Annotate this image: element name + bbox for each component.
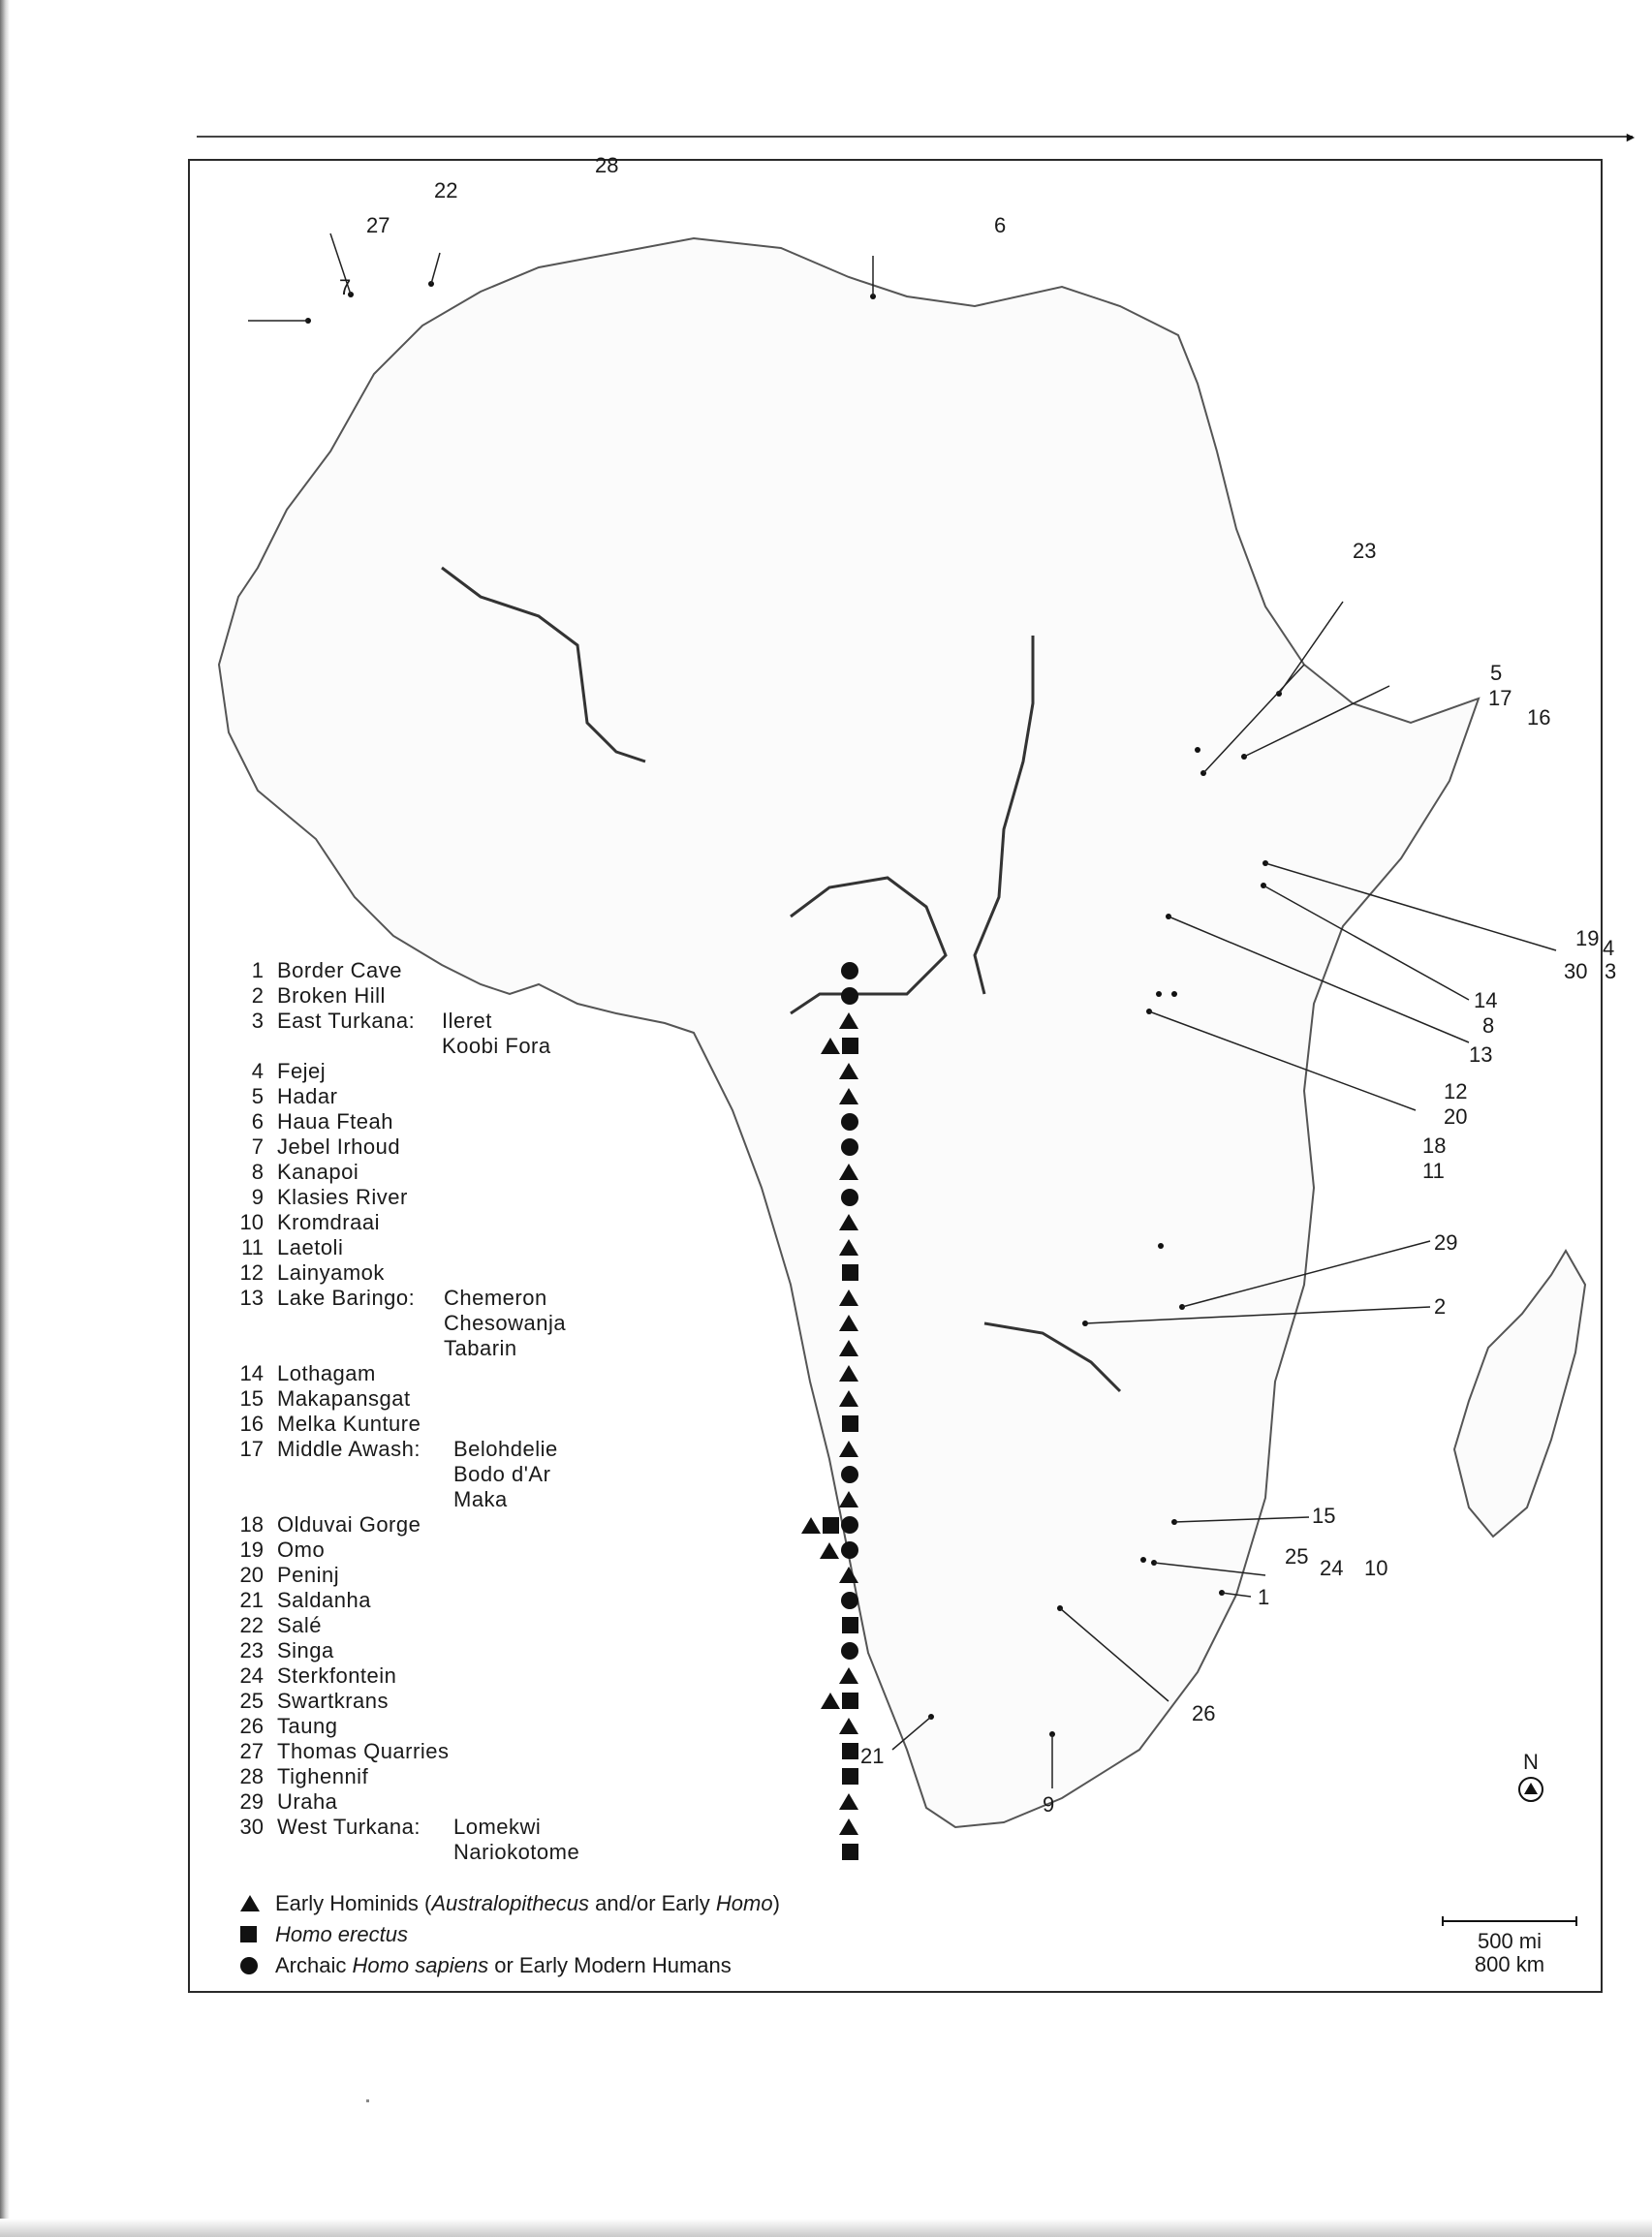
legend-row xyxy=(229,1134,858,1160)
legend-row xyxy=(229,1663,858,1689)
map-label-8: 8 xyxy=(1482,1013,1495,1038)
site-number: 6 xyxy=(251,1109,264,1134)
legend-row xyxy=(229,1185,858,1210)
map-label-17: 17 xyxy=(1488,686,1512,710)
site-number: 1 xyxy=(251,958,264,982)
site-symbols xyxy=(820,1541,858,1559)
site-symbols xyxy=(841,962,858,979)
map-label-2: 2 xyxy=(1434,1294,1447,1319)
map-figure xyxy=(188,153,1617,1993)
legend-row xyxy=(229,1235,858,1260)
scale-kilometers: 800 km xyxy=(1474,1952,1545,1976)
map-label-30: 30 xyxy=(1564,959,1588,983)
scale-bar xyxy=(1442,1916,1577,1976)
site-name: Uraha xyxy=(277,1789,338,1814)
site-symbols xyxy=(842,1844,858,1860)
triangle-icon xyxy=(839,1164,858,1180)
site-symbols xyxy=(841,1189,858,1206)
square-icon xyxy=(842,1743,858,1759)
map-label-15: 15 xyxy=(1312,1504,1336,1528)
site-symbols xyxy=(839,1491,858,1507)
site-sublocality: Lomekwi xyxy=(453,1815,542,1839)
site-symbols xyxy=(839,1239,858,1256)
site-name: Singa xyxy=(277,1638,334,1662)
site-number: 13 xyxy=(239,1286,264,1310)
site-name: Jebel Irhoud xyxy=(277,1134,401,1159)
site-name: Middle Awash: xyxy=(277,1437,421,1461)
legend-row xyxy=(229,1613,858,1638)
legend-row xyxy=(229,1260,858,1286)
legend-row xyxy=(229,1437,858,1462)
legend-row xyxy=(229,1336,858,1361)
site-number: 20 xyxy=(239,1563,264,1587)
site-symbols xyxy=(839,1793,858,1810)
map-label-13: 13 xyxy=(1469,1042,1493,1067)
circle-icon xyxy=(841,1189,858,1206)
triangle-icon xyxy=(821,1693,840,1709)
site-number: 12 xyxy=(239,1260,264,1285)
site-number: 25 xyxy=(239,1689,264,1713)
site-number: 5 xyxy=(251,1084,264,1108)
stray-mark xyxy=(366,2099,369,2102)
site-symbols xyxy=(839,1365,858,1382)
site-number: 14 xyxy=(239,1361,264,1385)
legend-row xyxy=(229,1286,858,1311)
triangle-icon xyxy=(839,1793,858,1810)
site-sublocality: Maka xyxy=(453,1487,508,1511)
site-symbols xyxy=(839,1567,858,1583)
site-symbols xyxy=(841,1642,858,1660)
site-symbols xyxy=(839,1667,858,1684)
legend-row xyxy=(229,1084,858,1109)
site-symbols xyxy=(839,1214,858,1230)
site-name: West Turkana: xyxy=(277,1815,421,1839)
legend-row xyxy=(229,1462,858,1487)
page-edge-shadow xyxy=(0,0,10,2237)
site-name: Klasies River xyxy=(277,1185,408,1209)
legend-row xyxy=(229,1512,858,1538)
legend-row xyxy=(229,1109,858,1134)
circle-icon xyxy=(841,1592,858,1609)
site-symbols xyxy=(839,1164,858,1180)
legend-row xyxy=(229,1059,858,1084)
site-name: Kromdraai xyxy=(277,1210,380,1234)
legend-row xyxy=(229,1311,858,1336)
square-icon xyxy=(823,1517,839,1534)
map-label-29: 29 xyxy=(1434,1230,1458,1255)
map-label-12: 12 xyxy=(1444,1079,1468,1103)
triangle-icon xyxy=(839,1441,858,1457)
site-symbols xyxy=(841,1466,858,1483)
site-symbols xyxy=(839,1088,858,1104)
legend-row xyxy=(229,1160,858,1185)
site-number: 18 xyxy=(239,1512,264,1537)
map-label-1: 1 xyxy=(1258,1585,1270,1609)
site-symbols xyxy=(821,1693,858,1709)
site-name: Lainyamok xyxy=(277,1260,385,1285)
map-label-23: 23 xyxy=(1353,539,1377,563)
triangle-icon xyxy=(820,1542,839,1559)
site-name: Fejej xyxy=(277,1059,327,1083)
legend-row xyxy=(229,958,858,983)
site-name: Thomas Quarries xyxy=(277,1739,450,1763)
triangle-icon xyxy=(839,1289,858,1306)
map-label-18: 18 xyxy=(1422,1134,1447,1158)
scale-miles: 500 mi xyxy=(1477,1929,1543,1953)
site-symbols xyxy=(842,1264,858,1281)
legend-row xyxy=(229,1714,858,1739)
legend-row xyxy=(229,1764,858,1789)
triangle-icon xyxy=(839,1818,858,1835)
triangle-icon xyxy=(839,1718,858,1734)
site-number: 7 xyxy=(251,1134,264,1159)
site-symbols xyxy=(839,1012,858,1029)
site-number: 10 xyxy=(239,1210,264,1234)
site-sublocality: Ileret xyxy=(442,1009,492,1033)
map-label-25: 25 xyxy=(1285,1544,1309,1569)
site-sublocality: Chesowanja xyxy=(444,1311,567,1335)
map-label-6: 6 xyxy=(994,213,1007,237)
site-number: 29 xyxy=(239,1789,264,1814)
site-number: 19 xyxy=(239,1538,264,1562)
triangle-icon xyxy=(839,1063,858,1079)
page-edge-shadow-bottom xyxy=(0,2219,1652,2237)
legend-row xyxy=(229,1588,858,1613)
square-icon xyxy=(842,1617,858,1633)
circle-icon xyxy=(841,1516,858,1534)
site-name: Kanapoi xyxy=(277,1160,359,1184)
site-symbols xyxy=(839,1063,858,1079)
circle-icon xyxy=(841,962,858,979)
site-symbols xyxy=(842,1743,858,1759)
site-name: East Turkana: xyxy=(277,1009,416,1033)
site-sublocality: Belohdelie xyxy=(453,1437,558,1461)
site-symbols xyxy=(842,1415,858,1432)
map-label-16: 16 xyxy=(1527,705,1551,730)
triangle-icon xyxy=(839,1088,858,1104)
site-sublocality: Koobi Fora xyxy=(442,1034,551,1058)
legend-row xyxy=(229,1210,858,1235)
site-number: 11 xyxy=(241,1235,264,1259)
legend-row xyxy=(229,1815,858,1840)
site-name: Border Cave xyxy=(277,958,403,982)
site-number: 21 xyxy=(239,1588,264,1612)
site-name: Haua Fteah xyxy=(277,1109,393,1134)
site-name: Peninj xyxy=(277,1563,340,1587)
triangle-icon xyxy=(821,1038,840,1054)
triangle-icon xyxy=(839,1315,858,1331)
triangle-icon xyxy=(839,1340,858,1356)
site-number: 9 xyxy=(251,1185,264,1209)
arrow-right-icon: ► xyxy=(1624,129,1637,144)
site-symbols xyxy=(842,1768,858,1785)
legend-row xyxy=(229,1840,858,1865)
circle-icon xyxy=(240,1957,258,1974)
site-symbols xyxy=(839,1289,858,1306)
site-name: Sterkfontein xyxy=(277,1663,397,1688)
site-symbols xyxy=(841,987,858,1005)
map-label-28: 28 xyxy=(595,153,619,177)
site-symbols xyxy=(841,1592,858,1609)
site-symbols xyxy=(841,1138,858,1156)
site-name: Hadar xyxy=(277,1084,338,1108)
site-sublocality: Nariokotome xyxy=(453,1840,580,1864)
map-label-26: 26 xyxy=(1192,1701,1216,1725)
site-name: Laetoli xyxy=(277,1235,344,1259)
map-label-14: 14 xyxy=(1474,988,1498,1012)
triangle-icon xyxy=(839,1239,858,1256)
map-label-11: 11 xyxy=(1422,1159,1445,1183)
site-number: 30 xyxy=(239,1815,264,1839)
site-number: 16 xyxy=(239,1412,264,1436)
square-icon xyxy=(842,1415,858,1432)
map-label-5: 5 xyxy=(1490,661,1503,685)
map-label-20: 20 xyxy=(1444,1104,1468,1129)
triangle-icon xyxy=(839,1365,858,1382)
site-symbols xyxy=(841,1113,858,1131)
legend-row xyxy=(229,1538,858,1563)
site-name: Saldanha xyxy=(277,1588,371,1612)
site-symbols xyxy=(839,1390,858,1407)
map-label-27: 27 xyxy=(366,213,390,237)
legend-row xyxy=(229,1487,858,1512)
legend-row xyxy=(229,1563,858,1588)
legend-row xyxy=(229,1689,858,1714)
triangle-icon xyxy=(839,1667,858,1684)
site-name: Melka Kunture xyxy=(277,1412,421,1436)
site-name: Salé xyxy=(277,1613,323,1637)
site-name: Swartkrans xyxy=(277,1689,390,1713)
map-label-24: 24 xyxy=(1320,1556,1344,1580)
north-arrow-icon xyxy=(1518,1777,1543,1802)
top-rule xyxy=(197,136,1633,138)
square-icon xyxy=(842,1038,858,1054)
square-icon xyxy=(842,1768,858,1785)
site-symbols xyxy=(821,1038,858,1054)
site-number: 23 xyxy=(239,1638,264,1662)
legend-row xyxy=(229,1739,858,1764)
site-symbols xyxy=(839,1718,858,1734)
key-label: Early Hominids (Australopithecus and/or Early Homo) xyxy=(275,1891,780,1915)
circle-icon xyxy=(841,1113,858,1131)
triangle-icon xyxy=(839,1491,858,1507)
site-symbols xyxy=(839,1340,858,1356)
site-number: 24 xyxy=(239,1663,264,1688)
site-number: 17 xyxy=(239,1437,264,1461)
legend-row xyxy=(229,1009,858,1034)
site-name: Lake Baringo: xyxy=(277,1286,416,1310)
scale-bar-line xyxy=(1442,1916,1577,1926)
map-label-22: 22 xyxy=(434,178,458,202)
site-symbols xyxy=(839,1818,858,1835)
circle-icon xyxy=(841,1642,858,1660)
map-label-4: 4 xyxy=(1603,936,1615,960)
legend-row xyxy=(229,1412,858,1437)
square-icon xyxy=(842,1844,858,1860)
site-symbols xyxy=(839,1441,858,1457)
site-symbols xyxy=(801,1516,858,1534)
site-name: Broken Hill xyxy=(277,983,386,1008)
legend-row xyxy=(229,1386,858,1412)
triangle-icon xyxy=(839,1390,858,1407)
triangle-icon xyxy=(240,1895,260,1911)
square-icon xyxy=(842,1693,858,1709)
circle-icon xyxy=(841,1466,858,1483)
map-label-7: 7 xyxy=(339,275,352,299)
legend-row xyxy=(229,1034,858,1059)
triangle-icon xyxy=(839,1012,858,1029)
map-label-10: 10 xyxy=(1364,1556,1388,1580)
map-label-19: 19 xyxy=(1575,926,1600,950)
legend-row xyxy=(229,1789,858,1815)
site-name: Olduvai Gorge xyxy=(277,1512,421,1537)
circle-icon xyxy=(841,987,858,1005)
map-label-3: 3 xyxy=(1605,959,1617,983)
triangle-icon xyxy=(839,1214,858,1230)
square-icon xyxy=(842,1264,858,1281)
site-number: 26 xyxy=(239,1714,264,1738)
triangle-icon xyxy=(839,1567,858,1583)
square-icon xyxy=(240,1926,257,1942)
site-number: 27 xyxy=(239,1739,264,1763)
madagascar-outline xyxy=(1454,1251,1585,1537)
site-name: Tighennif xyxy=(277,1764,369,1788)
legend-row xyxy=(229,1361,858,1386)
site-sublocality: Chemeron xyxy=(444,1286,547,1310)
triangle-icon xyxy=(801,1517,821,1534)
circle-icon xyxy=(841,1138,858,1156)
circle-icon xyxy=(841,1541,858,1559)
site-number: 28 xyxy=(239,1764,264,1788)
north-arrow xyxy=(1512,1750,1550,1802)
site-name: Omo xyxy=(277,1538,326,1562)
key-label: Homo erectus xyxy=(275,1922,408,1946)
site-name: Makapansgat xyxy=(277,1386,411,1411)
site-number: 22 xyxy=(239,1613,264,1637)
site-symbols xyxy=(839,1315,858,1331)
site-number: 3 xyxy=(251,1009,264,1033)
map-label-9: 9 xyxy=(1043,1792,1055,1817)
legend-row xyxy=(229,983,858,1009)
site-number: 4 xyxy=(251,1059,264,1083)
site-symbols xyxy=(842,1617,858,1633)
north-label: N xyxy=(1523,1750,1539,1774)
site-sublocality: Bodo d'Ar xyxy=(453,1462,551,1486)
site-name: Taung xyxy=(277,1714,338,1738)
site-number: 2 xyxy=(251,983,264,1008)
key-label: Archaic Homo sapiens or Early Modern Humans xyxy=(275,1953,732,1977)
site-number: 8 xyxy=(251,1160,264,1184)
legend-row xyxy=(229,1638,858,1663)
site-name: Lothagam xyxy=(277,1361,376,1385)
site-number: 15 xyxy=(239,1386,264,1411)
site-sublocality: Tabarin xyxy=(444,1336,517,1360)
map-label-21: 21 xyxy=(860,1744,885,1768)
